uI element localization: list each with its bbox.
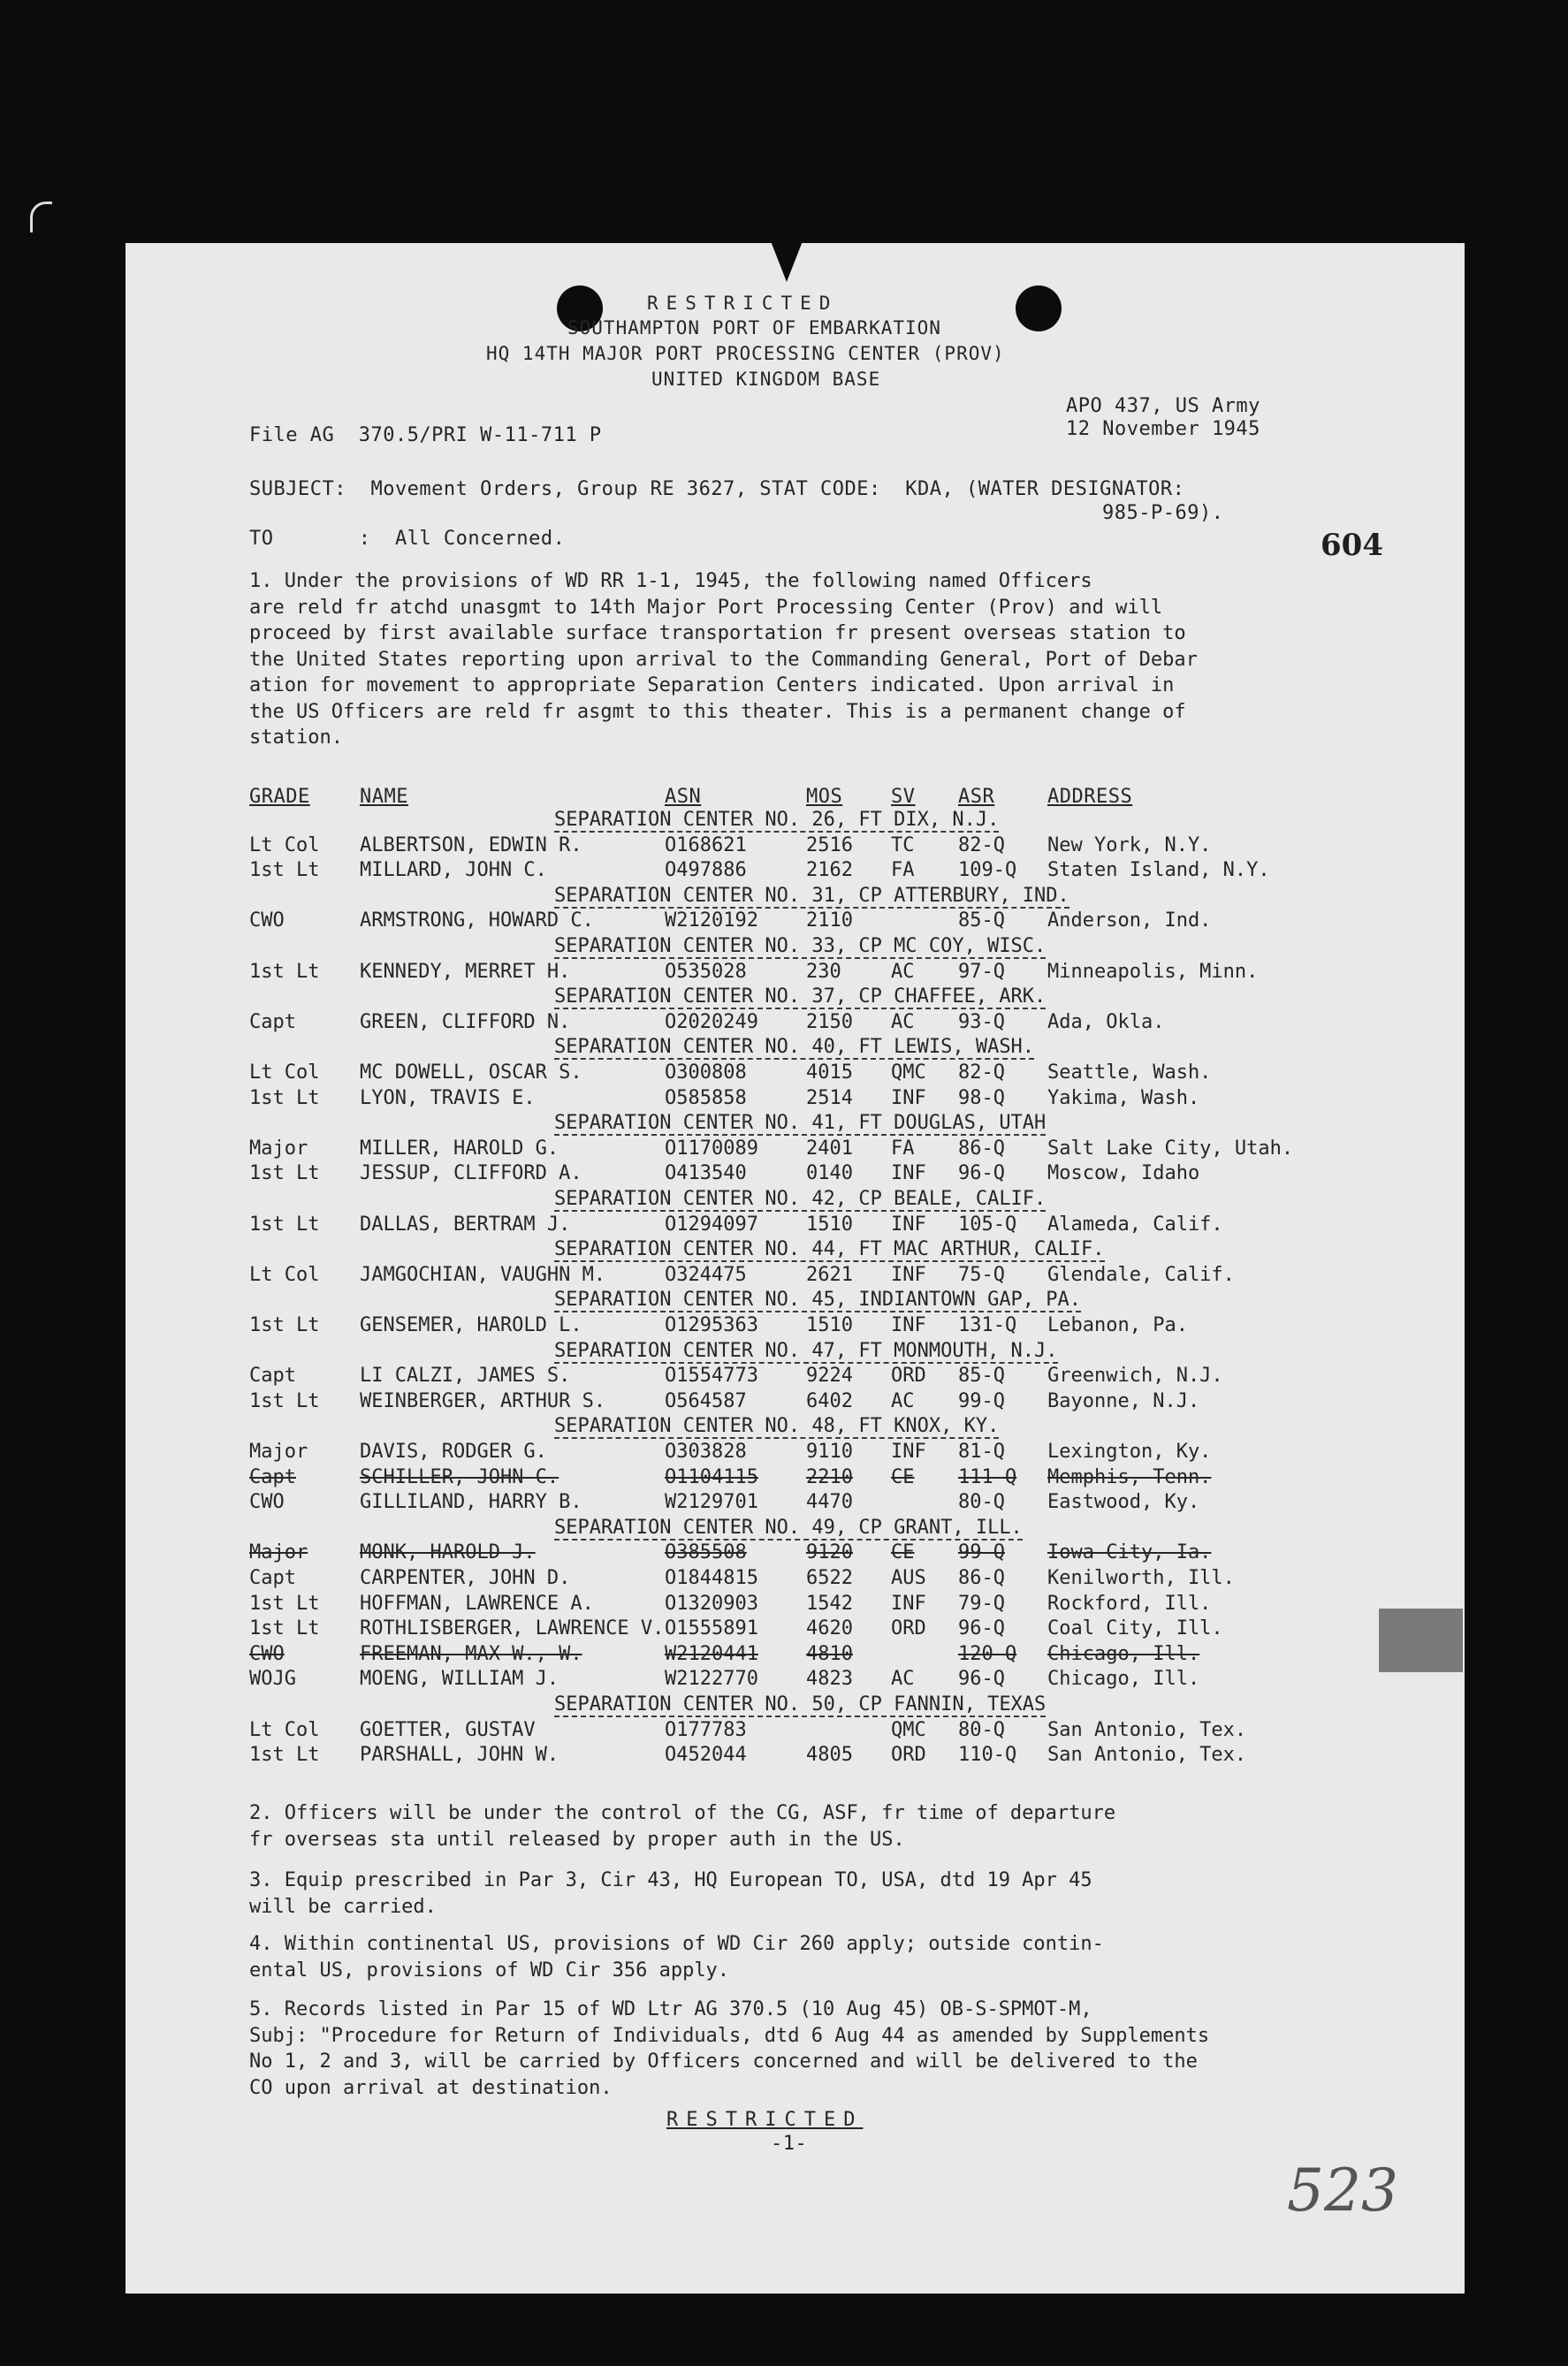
roster-row (126, 1264, 1465, 1289)
roster-sv: AUS (891, 1567, 926, 1589)
roster-row (126, 1541, 1465, 1566)
separation-center-heading (554, 1289, 1081, 1311)
roster-sv: ORD (891, 1744, 926, 1767)
roster-sv: INF (891, 1086, 926, 1109)
roster-mos: 4470 (806, 1491, 853, 1514)
footer-classification: RESTRICTED (666, 2109, 864, 2131)
roster-sv: TC (891, 833, 915, 856)
roster-grade: 1st Lt (249, 1162, 320, 1185)
punch-hole-right (1016, 285, 1062, 331)
col-mos: MOS (806, 786, 843, 808)
roster-grade: Lt Col (249, 1061, 320, 1084)
roster-mos: 2210 (806, 1465, 853, 1488)
col-sv: SV (891, 786, 916, 808)
roster-address: Seattle, Wash. (1047, 1061, 1212, 1084)
roster-row (126, 1314, 1465, 1339)
roster-grade: 1st Lt (249, 1086, 320, 1109)
roster-asr: 97-Q (958, 960, 1005, 983)
roster-name: MILLER, HAROLD G. (360, 1137, 559, 1160)
roster-name: WEINBERGER, ARTHUR S. (360, 1389, 606, 1412)
roster-row (126, 1617, 1465, 1642)
subject-continuation: 985-P-69). (1102, 502, 1224, 524)
roster-row (126, 1011, 1465, 1036)
roster-grade: 1st Lt (249, 1213, 320, 1236)
document-page (126, 243, 1465, 2294)
roster-address: Salt Lake City, Utah. (1047, 1137, 1294, 1160)
roster-asr: 99-Q (958, 1541, 1005, 1564)
roster-grade: Lt Col (249, 1263, 320, 1286)
roster-grade: Major (249, 1441, 308, 1463)
page-number: -1- (771, 2133, 808, 2155)
roster-sv: INF (891, 1162, 926, 1185)
roster-mos: 4805 (806, 1744, 853, 1767)
roster-sv: AC (891, 1389, 915, 1412)
roster-address: Chicago, Ill. (1047, 1668, 1200, 1691)
separation-center-heading (554, 1238, 1105, 1260)
roster-asn: O300808 (665, 1061, 747, 1084)
roster-grade: CWO (249, 1491, 285, 1514)
roster-sv: INF (891, 1592, 926, 1615)
roster-asr: 96-Q (958, 1668, 1005, 1691)
roster-grade: Major (249, 1541, 308, 1564)
roster-asr: 86-Q (958, 1137, 1005, 1160)
roster-address: Moscow, Idaho (1047, 1162, 1200, 1185)
roster-asn: O1554773 (665, 1365, 758, 1388)
roster-mos: 1542 (806, 1592, 853, 1615)
pencil-folio-number: 523 (1287, 2157, 1398, 2225)
roster-address: Lexington, Ky. (1047, 1441, 1212, 1463)
roster-name: MONK, HAROLD J. (360, 1541, 536, 1564)
roster-mos: 6522 (806, 1567, 853, 1589)
roster-name: ROTHLISBERGER, LAWRENCE V. (360, 1617, 665, 1640)
roster-asn: O324475 (665, 1263, 747, 1286)
roster-asr: 111-Q (958, 1465, 1017, 1488)
roster-asn: O497886 (665, 859, 747, 882)
roster-grade: 1st Lt (249, 1389, 320, 1412)
roster-row (126, 1441, 1465, 1465)
separation-center-heading (554, 1415, 999, 1437)
roster-address: Glendale, Calif. (1047, 1263, 1235, 1286)
roster-mos: 0140 (806, 1162, 853, 1185)
paragraph-4: 4. Within continental US, provisions of WD Cir 260 apply; outside contin- ental US, provisions of WD Cir 356 apply. (249, 1933, 1104, 1982)
roster-name: LI CALZI, JAMES S. (360, 1365, 571, 1388)
roster-row (126, 1744, 1465, 1769)
paragraph-1: 1. Under the provisions of WD RR 1-1, 1945, the following named Officers are reld fr atchd unasgmt to 14th Major Port Processing Center (Prov) and will proceed by first available surface transportation fr present overseas station to the United States reporting upon arrival to the Commanding General, Port of Debar ation for movement to appropriate Separation Centers indicated. Upon arrival in the US Officers are reld fr asgmt to this theater. This is a permanent change of station. (249, 570, 1198, 749)
col-asr: ASR (958, 786, 995, 808)
roster-row (126, 1087, 1465, 1112)
roster-grade: 1st Lt (249, 1617, 320, 1640)
separation-center-heading (554, 885, 1069, 907)
roster-address: Memphis, Tenn. (1047, 1465, 1212, 1488)
roster-address: Anderson, Ind. (1047, 909, 1212, 932)
roster-row (126, 1491, 1465, 1516)
apo-line: APO 437, US Army (1066, 395, 1260, 417)
roster-name: LYON, TRAVIS E. (360, 1086, 536, 1109)
roster-grade: Capt (249, 1010, 296, 1033)
separation-center-heading (554, 1340, 1058, 1362)
separation-center-heading (554, 1188, 1046, 1210)
paragraph-2: 2. Officers will be under the control of the CG, ASF, fr time of departure fr overseas sta until released by proper auth in the US. (249, 1802, 1116, 1851)
roster-asr: 80-Q (958, 1718, 1005, 1741)
roster-grade: 1st Lt (249, 1592, 320, 1615)
roster-row (126, 1643, 1465, 1668)
roster-asr: 85-Q (958, 1365, 1005, 1388)
roster-row (126, 1466, 1465, 1491)
roster-sv: FA (891, 1137, 915, 1160)
roster-asr: 109-Q (958, 859, 1017, 882)
roster-asn: O385508 (665, 1541, 747, 1564)
roster-name: FREEMAN, MAX W., W. (360, 1642, 582, 1665)
roster-row (126, 859, 1465, 884)
roster-name: SCHILLER, JOHN C. (360, 1465, 559, 1488)
roster-sv: ORD (891, 1365, 926, 1388)
roster-sv: INF (891, 1314, 926, 1336)
roster-name: ALBERTSON, EDWIN R. (360, 833, 582, 856)
separation-center-label: SEPARATION CENTER NO. 49, CP GRANT, ILL. (554, 1516, 1023, 1539)
roster-asn: O564587 (665, 1389, 747, 1412)
roster-mos: 1510 (806, 1314, 853, 1336)
roster-address: Ada, Okla. (1047, 1010, 1165, 1033)
roster-name: GOETTER, GUSTAV (360, 1718, 536, 1741)
roster-address: Chicago, Ill. (1047, 1642, 1200, 1665)
header-classification: RESTRICTED (647, 293, 839, 314)
roster-mos: 2162 (806, 859, 853, 882)
roster-name: ARMSTRONG, HOWARD C. (360, 909, 594, 932)
roster-grade: CWO (249, 909, 285, 932)
separation-center-label: SEPARATION CENTER NO. 48, FT KNOX, KY. (554, 1415, 1000, 1438)
date-line: 12 November 1945 (1066, 418, 1260, 440)
roster-sv: ORD (891, 1617, 926, 1640)
roster-name: GENSEMER, HAROLD L. (360, 1314, 582, 1336)
roster-asr: 105-Q (958, 1213, 1017, 1236)
roster-address: Iowa City, Ia. (1047, 1541, 1212, 1564)
roster-asr: 82-Q (958, 1061, 1005, 1084)
roster-mos: 2401 (806, 1137, 853, 1160)
separation-center-label: SEPARATION CENTER NO. 45, INDIANTOWN GAP, PA. (554, 1289, 1082, 1312)
roster-asr: 86-Q (958, 1567, 1005, 1589)
roster-sv: INF (891, 1213, 926, 1236)
roster-row (126, 1390, 1465, 1415)
roster-asn: O177783 (665, 1718, 747, 1741)
separation-center-heading (554, 1036, 1034, 1058)
separation-center-heading (554, 935, 1046, 957)
header-line-2: HQ 14TH MAJOR PORT PROCESSING CENTER (PROV) (486, 343, 1005, 364)
roster-address: Greenwich, N.J. (1047, 1365, 1223, 1388)
roster-address: Lebanon, Pa. (1047, 1314, 1188, 1336)
roster-row (126, 1061, 1465, 1086)
roster-asr: 80-Q (958, 1491, 1005, 1514)
roster-asn: O1555891 (665, 1617, 758, 1640)
roster-mos: 2514 (806, 1086, 853, 1109)
roster-sv: QMC (891, 1718, 926, 1741)
roster-grade: Lt Col (249, 1718, 320, 1741)
separation-center-heading (554, 1693, 1046, 1716)
separation-center-label: SEPARATION CENTER NO. 42, CP BEALE, CALIF. (554, 1188, 1047, 1210)
roster-asn: W2129701 (665, 1491, 758, 1514)
roster-asr: 75-Q (958, 1263, 1005, 1286)
separation-center-label: SEPARATION CENTER NO. 44, FT MAC ARTHUR, CALIF. (554, 1238, 1105, 1261)
roster-asn: W2120192 (665, 909, 758, 932)
roster-asr: 85-Q (958, 909, 1005, 932)
roster-row (126, 1162, 1465, 1187)
roster-name: GILLILAND, HARRY B. (360, 1491, 582, 1514)
film-edge-mark (30, 202, 52, 232)
roster-row (126, 961, 1465, 985)
col-name: NAME (360, 786, 408, 808)
roster-sv: CE (891, 1465, 915, 1488)
roster-asn: O585858 (665, 1086, 747, 1109)
roster-asr: 120-Q (958, 1642, 1017, 1665)
separation-center-label: SEPARATION CENTER NO. 31, CP ATTERBURY, IND. (554, 884, 1069, 907)
roster-name: KENNEDY, MERRET H. (360, 960, 571, 983)
roster-row (126, 834, 1465, 859)
roster-grade: Major (249, 1137, 308, 1160)
roster-row (126, 1137, 1465, 1162)
roster-mos: 230 (806, 960, 841, 983)
paragraph-3: 3. Equip prescribed in Par 3, Cir 43, HQ European TO, USA, dtd 19 Apr 45 will be carried. (249, 1869, 1092, 1918)
separation-center-label: SEPARATION CENTER NO. 50, CP FANNIN, TEXAS (554, 1693, 1047, 1716)
file-reference: File AG 370.5/PRI W-11-711 P (249, 424, 602, 446)
roster-sv: INF (891, 1263, 926, 1286)
roster-address: Staten Island, N.Y. (1047, 859, 1270, 882)
roster-mos: 1510 (806, 1213, 853, 1236)
roster-mos: 6402 (806, 1389, 853, 1412)
roster-asr: 96-Q (958, 1617, 1005, 1640)
roster-mos: 4620 (806, 1617, 853, 1640)
roster-name: MC DOWELL, OSCAR S. (360, 1061, 582, 1084)
roster-row (126, 1365, 1465, 1389)
roster-address: New York, N.Y. (1047, 833, 1212, 856)
roster-asn: O1844815 (665, 1567, 758, 1589)
roster-grade: CWO (249, 1642, 285, 1665)
roster-grade: WOJG (249, 1668, 296, 1691)
col-address: ADDRESS (1047, 786, 1133, 808)
roster-name: GREEN, CLIFFORD N. (360, 1010, 571, 1033)
roster-asr: 93-Q (958, 1010, 1005, 1033)
roster-asn: O1295363 (665, 1314, 758, 1336)
roster-mos: 2110 (806, 909, 853, 932)
paragraph-5: 5. Records listed in Par 15 of WD Ltr AG 370.5 (10 Aug 45) OB-S-SPMOT-M, Subj: "Procedure for Return of Individuals, dtd 6 Aug 44 as amended by Supplements No 1, 2 and 3, will be carried by Officers concerned and will be delivered to the CO upon arrival at destination. (249, 1998, 1210, 2099)
roster-asr: 110-Q (958, 1744, 1017, 1767)
roster-name: JESSUP, CLIFFORD A. (360, 1162, 582, 1185)
roster-asn: O303828 (665, 1441, 747, 1463)
roster-asn: O452044 (665, 1744, 747, 1767)
roster-mos: 4015 (806, 1061, 853, 1084)
subject-line: SUBJECT: Movement Orders, Group RE 3627, STAT CODE: KDA, (WATER DESIGNATOR: (249, 478, 1185, 500)
separation-center-heading (554, 1517, 1023, 1539)
roster-name: DALLAS, BERTRAM J. (360, 1213, 571, 1236)
roster-asn: O535028 (665, 960, 747, 983)
roster-address: Minneapolis, Minn. (1047, 960, 1259, 983)
roster-sv: INF (891, 1441, 926, 1463)
roster-name: JAMGOCHIAN, VAUGHN M. (360, 1263, 606, 1286)
separation-center-label: SEPARATION CENTER NO. 26, FT DIX, N.J. (554, 809, 1000, 831)
roster-address: Rockford, Ill. (1047, 1592, 1212, 1615)
separation-center-heading (554, 985, 1046, 1008)
roster-address: Yakima, Wash. (1047, 1086, 1200, 1109)
roster-asn: O1170089 (665, 1137, 758, 1160)
roster-asn: O1294097 (665, 1213, 758, 1236)
roster-asr: 79-Q (958, 1592, 1005, 1615)
roster-asr: 96-Q (958, 1162, 1005, 1185)
roster-sv: QMC (891, 1061, 926, 1084)
roster-row (126, 909, 1465, 934)
roster-grade: Capt (249, 1465, 296, 1488)
roster-mos: 2516 (806, 833, 853, 856)
separation-center-label: SEPARATION CENTER NO. 40, FT LEWIS, WASH. (554, 1036, 1035, 1059)
roster-row (126, 1668, 1465, 1693)
separation-center-label: SEPARATION CENTER NO. 41, FT DOUGLAS, UTAH (554, 1112, 1047, 1135)
roster-address: San Antonio, Tex. (1047, 1744, 1247, 1767)
paper-tear (771, 241, 803, 282)
separation-center-label: SEPARATION CENTER NO. 47, FT MONMOUTH, N.J. (554, 1339, 1058, 1362)
header-line-1: SOUTHAMPTON PORT OF EMBARKATION (567, 317, 941, 339)
roster-asr: 98-Q (958, 1086, 1005, 1109)
col-asn: ASN (665, 786, 702, 808)
roster-mos: 4823 (806, 1668, 853, 1691)
roster-name: PARSHALL, JOHN W. (360, 1744, 559, 1767)
roster-row (126, 1719, 1465, 1744)
roster-mos: 9110 (806, 1441, 853, 1463)
roster-asr: 99-Q (958, 1389, 1005, 1412)
separation-center-label: SEPARATION CENTER NO. 37, CP CHAFFEE, ARK. (554, 985, 1047, 1008)
roster-address: Alameda, Calif. (1047, 1213, 1223, 1236)
roster-asn: O413540 (665, 1162, 747, 1185)
header-line-3: UNITED KINGDOM BASE (651, 369, 881, 390)
roster-name: CARPENTER, JOHN D. (360, 1567, 571, 1589)
roster-row (126, 1593, 1465, 1617)
roster-asn: O2020249 (665, 1010, 758, 1033)
separation-center-label: SEPARATION CENTER NO. 33, CP MC COY, WISC. (554, 935, 1047, 957)
roster-sv: AC (891, 1668, 915, 1691)
roster-sv: CE (891, 1541, 915, 1564)
roster-mos: 2150 (806, 1010, 853, 1033)
roster-address: Coal City, Ill. (1047, 1617, 1223, 1640)
col-grade: GRADE (249, 786, 310, 808)
roster-mos: 9224 (806, 1365, 853, 1388)
roster-grade: Capt (249, 1365, 296, 1388)
separation-center-heading (554, 809, 999, 831)
roster-mos: 4810 (806, 1642, 853, 1665)
roster-row (126, 1567, 1465, 1592)
roster-asn: W2122770 (665, 1668, 758, 1691)
roster-address: San Antonio, Tex. (1047, 1718, 1247, 1741)
roster-asn: O1320903 (665, 1592, 758, 1615)
roster-grade: 1st Lt (249, 960, 320, 983)
roster-name: HOFFMAN, LAWRENCE A. (360, 1592, 594, 1615)
separation-center-heading (554, 1112, 1046, 1134)
roster-grade: 1st Lt (249, 1314, 320, 1336)
roster-asr: 82-Q (958, 833, 1005, 856)
roster-grade: 1st Lt (249, 1744, 320, 1767)
roster-sv: FA (891, 859, 915, 882)
roster-row (126, 1213, 1465, 1238)
roster-asn: O1104115 (665, 1465, 758, 1488)
roster-grade: Capt (249, 1567, 296, 1589)
roster-asr: 81-Q (958, 1441, 1005, 1463)
roster-address: Eastwood, Ky. (1047, 1491, 1200, 1514)
roster-address: Kenilworth, Ill. (1047, 1567, 1235, 1589)
to-line: TO : All Concerned. (249, 528, 566, 550)
roster-name: MILLARD, JOHN C. (360, 859, 547, 882)
roster-sv: AC (891, 960, 915, 983)
roster-sv: AC (891, 1010, 915, 1033)
roster-name: MOENG, WILLIAM J. (360, 1668, 559, 1691)
roster-grade: 1st Lt (249, 859, 320, 882)
roster-mos: 9120 (806, 1541, 853, 1564)
roster-grade: Lt Col (249, 833, 320, 856)
roster-name: DAVIS, RODGER G. (360, 1441, 547, 1463)
roster-address: Bayonne, N.J. (1047, 1389, 1200, 1412)
roster-asr: 131-Q (958, 1314, 1017, 1336)
roster-asn: W2120441 (665, 1642, 758, 1665)
handwritten-document-number: 604 (1321, 528, 1383, 563)
roster-mos: 2621 (806, 1263, 853, 1286)
roster-asn: O168621 (665, 833, 747, 856)
